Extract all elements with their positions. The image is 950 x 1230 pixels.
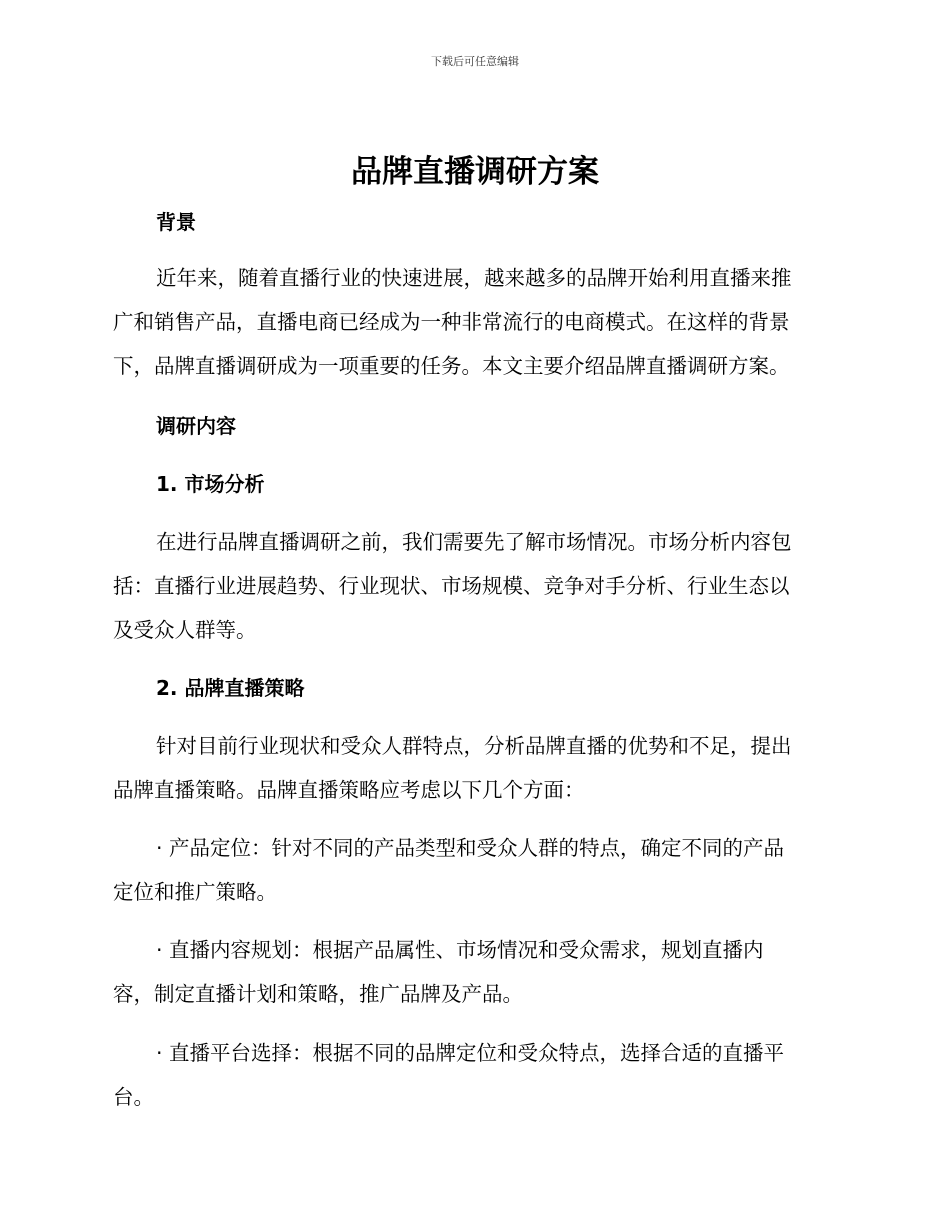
heading-market-analysis: 1. 市场分析 [156,472,265,496]
bullet-content-planning [113,928,833,1016]
paragraph-market-analysis [113,520,833,652]
paragraph-background [113,256,833,388]
paragraph-line: 近年来，随着直播行业的快速进展，越来越多的品牌开始利用直播来推 [156,266,792,290]
header-note: 下载后可任意编辑 [431,55,519,68]
paragraph-line: 括：直播行业进展趋势、行业现状、市场规模、竞争对手分析、行业生态以 [113,574,790,598]
paragraph-line: 定位和推广策略。 [113,880,277,904]
heading-brand-strategy: 2. 品牌直播策略 [156,676,305,700]
paragraph-line: 在进行品牌直播调研之前，我们需要先了解市场情况。市场分析内容包 [156,530,792,554]
paragraph-brand-strategy [113,724,833,812]
paragraph-line: 及受众人群等。 [113,618,257,642]
paragraph-line: 针对目前行业现状和受众人群特点，分析品牌直播的优势和不足，提出 [156,734,792,758]
paragraph-line: · 直播内容规划：根据产品属性、市场情况和受众需求，规划直播内 [156,938,764,962]
paragraph-line: 容，制定直播计划和策略，推广品牌及产品。 [113,982,523,1006]
paragraph-line: 广和销售产品，直播电商已经成为一种非常流行的电商模式。在这样的背景 [113,310,790,334]
document-title: 品牌直播调研方案 [351,154,599,190]
paragraph-line: · 产品定位：针对不同的产品类型和受众人群的特点，确定不同的产品 [156,836,785,860]
paragraph-line: 品牌直播策略。品牌直播策略应考虑以下几个方面： [113,778,585,802]
paragraph-line: · 直播平台选择：根据不同的品牌定位和受众特点，选择合适的直播平 [156,1041,785,1065]
bullet-platform-selection [113,1031,833,1119]
heading-research-content: 调研内容 [156,414,236,438]
paragraph-line: 下，品牌直播调研成为一项重要的任务。本文主要介绍品牌直播调研方案。 [113,354,790,378]
paragraph-line: 台。 [113,1085,154,1109]
heading-background: 背景 [156,210,196,234]
bullet-product-positioning [113,826,833,914]
